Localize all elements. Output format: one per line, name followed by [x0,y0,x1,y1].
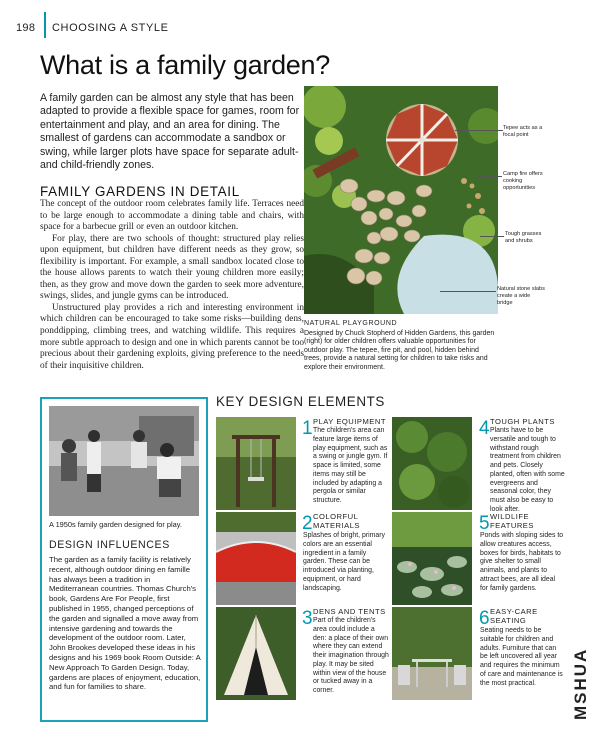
leader-line-stone [440,291,496,292]
detail-heading: FAMILY GARDENS IN DETAIL [40,184,240,199]
plan-caption-text: Designed by Chuck Stopherd of Hidden Gardens, this garden (right) for older children offers valuable opportunities for outdoor play. The tepee, fire pit, and pool, hidden behind trees, provide a natural setting for children to take risks and explore their environment. [304,329,495,371]
design-influences-box [40,397,208,722]
detail-paragraph-2: For play, there are two schools of thought: structured play relies upon equipment, but children have different needs as they grow, so flexibility is important. For example, a small sandbox located close to the house allows parents to watch their young children more easily; then, as they grow and move down the garden to seek more adventure, swings, slides, and jungle gyms can be introduced. [40,233,304,302]
item-number: 1 [302,418,313,439]
design-influences-text: The garden as a family facility is relatively recent, although outdoor dining en famille has always been a tradition in Mediterranean countries. Thomas Church's book, Gardens Are For People, first published in 1955, changed perceptions of the garden and signalled a move away from intensive gardening and towards the development of the outdoor room. Later, John Brookes developed these ideas in his designs and his 1969 book Room Outside: A New Approach To Garden Design. Today, gardens are places of enjoyment, education, and fun for families to share. [49,555,201,692]
intro-text: A family garden can be almost any style that has been adapted to provide a flexible space for games, room for entertainment and play, and an area for dining. The smallest of gardens can accommodate a sandbox or swing, while larger plots have space for separate adult- and child-friendly zones. [40,92,300,172]
plan-caption [304,320,498,373]
label-tepee: Tepee acts as a focal point [503,125,543,138]
label-grasses: Tough grasses and shrubs [505,231,542,244]
item-title: PLAY EQUIPMENT [313,417,386,426]
item-text: Seating needs to be suitable for children and adults. Furniture that can be left uncovered all year and requires the minimum of care and maintenance is the most practical. [480,627,563,687]
detail-paragraph-3: Unstructured play provides a rich and interesting environment in which children can be encouraged to take some risks—building dens, ponddipping, climbing trees, and watching wildlife. This requires a more subtle approach to design and one in which parents cannot be too precious about their gardening exploits, giving preference to the needs of their inquisitive children. [40,302,304,371]
item-number: 5 [479,513,490,534]
label-stone: Natural stone slabs create a wide bridge [497,286,545,306]
photo-caption: A 1950s family garden designed for play. [49,520,182,529]
item-number: 6 [479,608,490,629]
page-number: 198 [16,22,36,34]
detail-paragraph-1: The concept of the outdoor room celebrates family life. Terraces need to be large enough to accommodate a dining table and chairs, with space for a barbecue grill or even an outdoor kitchen. [40,199,304,233]
item-text: Part of the children's area could include a den: a place of their own where they can extend their imagination through play. It may be sited within view of the house or tucked away in a corner. [313,617,389,694]
page-title: What is a family garden? [40,50,330,80]
easy-care-seating-photo [392,607,472,700]
wildlife-features-photo [392,512,472,605]
item-number: 4 [479,418,490,439]
leader-line-campfire [478,176,502,177]
design-influences-heading: DESIGN INFLUENCES [49,539,170,551]
item-title: COLORFUL MATERIALS [313,512,360,531]
colorful-materials-photo [216,512,296,605]
item-text: The children's area can feature large items of play equipment, such as a swing or jungle gym. If space is limited, some items may still be included by adapting a pergola or similar structure. [313,427,388,504]
family-photo-1950s [49,406,199,516]
item-title: TOUGH PLANTS [490,417,555,426]
item-text: Plants have to be versatile and tough to withstand rough treatment from children and pets. Closely planted, often with some evergreens and seasonal color, they must also be easy to look after. [490,427,565,513]
tough-plants-photo [392,417,472,510]
detail-body [40,199,304,372]
play-equipment-photo [216,417,296,510]
garden-plan-illustration [304,86,498,314]
item-title: EASY-CARE SEATING [490,607,538,626]
item-number: 3 [302,608,313,629]
item-title: DENS AND TENTS [313,607,386,616]
label-campfire: Camp fire offers cooking opportunities [503,171,543,191]
item-text: Splashes of bright, primary colors are an essential ingredient in a family garden. These can be introduced via planting, equipment, or hard landscaping. [303,532,385,592]
watermark: MSHUA [571,647,590,721]
item-title: WILDLIFE FEATURES [490,512,534,531]
leader-line-tepee [455,130,503,131]
item-text: Ponds with sloping sides to allow creatures access, boxes for birds, habitats to give shelter to small animals, and plants to attract bees, are all ideal for family gardens. [480,532,564,592]
plan-caption-title: NATURAL PLAYGROUND [304,320,398,327]
section-title: CHOOSING A STYLE [52,22,169,34]
dens-tents-photo [216,607,296,700]
key-design-heading: KEY DESIGN ELEMENTS [216,394,385,409]
header-rule [44,12,46,38]
item-number: 2 [302,513,313,534]
leader-line-grasses [480,236,504,237]
